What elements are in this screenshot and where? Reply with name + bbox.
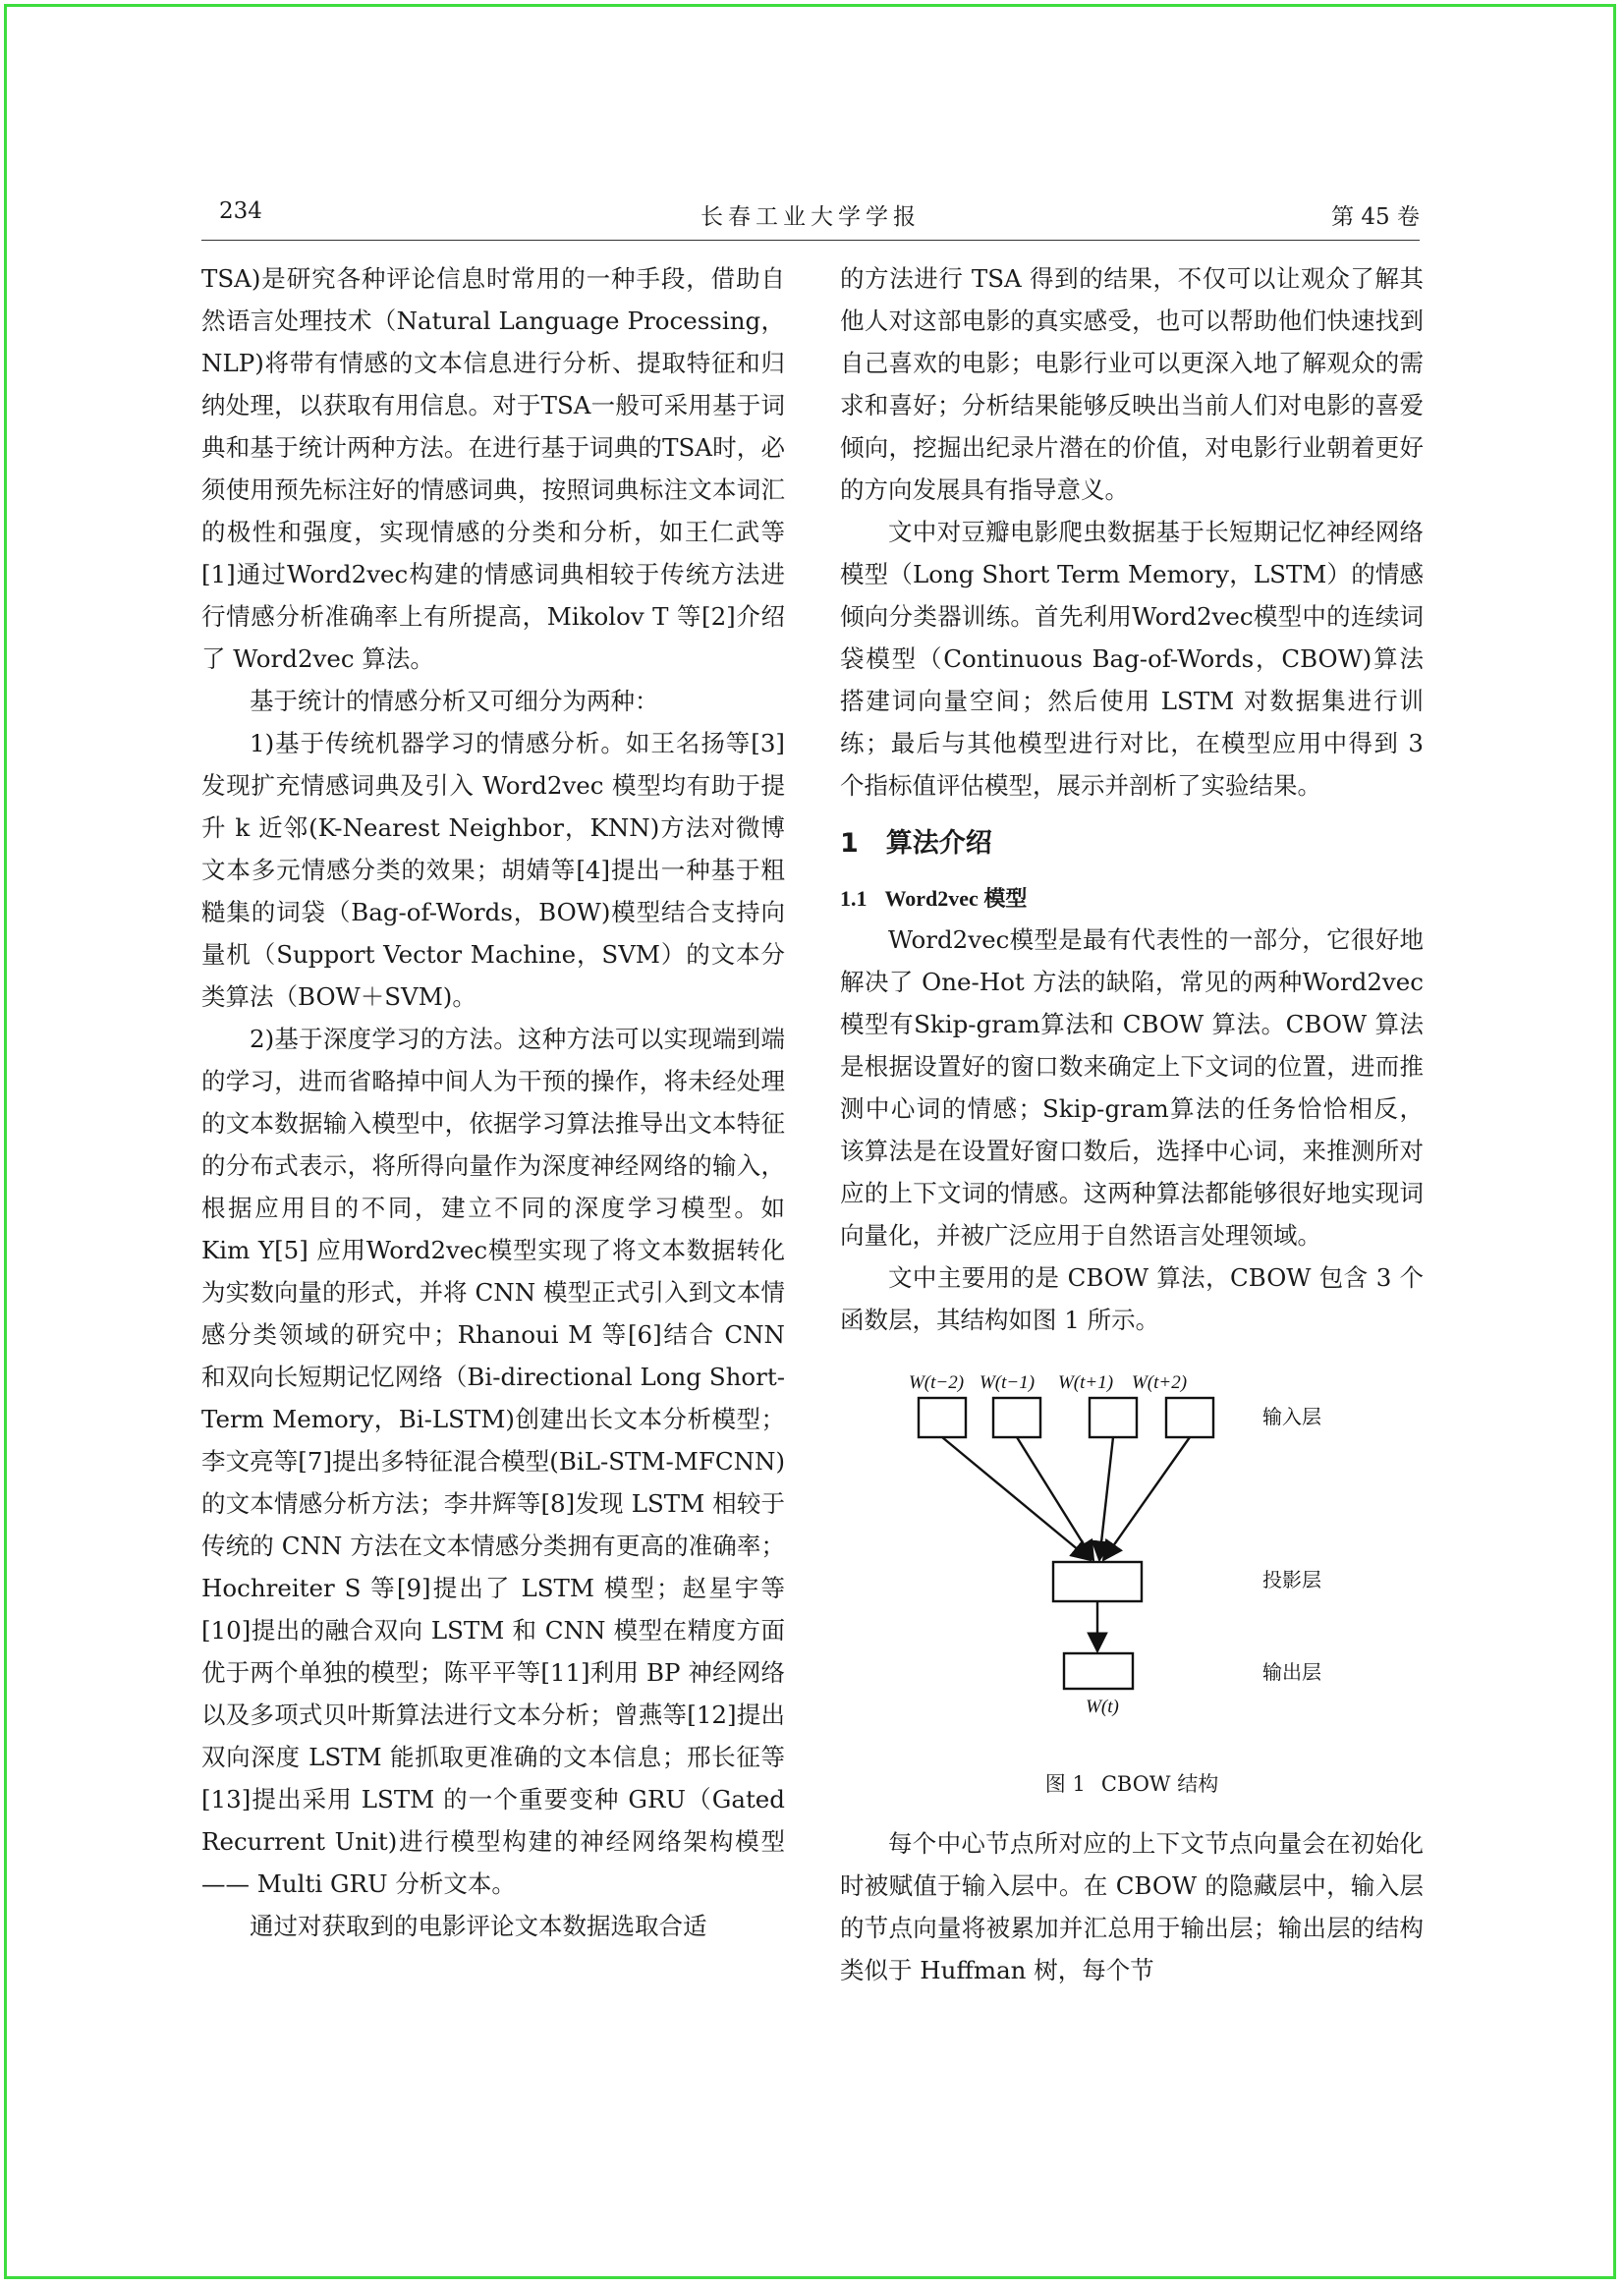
paragraph: Word2vec模型是最有代表性的一部分，它很好地解决了 One-Hot 方法的缺陷，常见的两种Word2vec模型有Skip-gram算法和 CBOW 算法。CBOW 算法是根据设置好的窗口数来确定上下文词的位置，进而推测中心词的情感；Skip-gram算法的任务恰恰相反，该算法是在设置好窗口数后，选择中心词，来推测所对应的上下文词的情感。这两种算法都能够很好地实现词向量化，并被广泛应用于自然语言处理领域。 [840, 925, 1424, 1250]
arrow-input4-projection [1103, 1437, 1190, 1560]
subsection-title: Word2vec 模型 [884, 886, 1028, 911]
layer-label-output: 输出层 [1262, 1660, 1321, 1684]
arrow-input3-projection [1099, 1437, 1113, 1560]
right-column [840, 257, 1424, 1991]
output-word-label: W(t) [1086, 1697, 1119, 1717]
paragraph: 2)基于深度学习的方法。这种方法可以实现端到端的学习，进而省略掉中间人为干预的操作，将未经处理的文本数据输入模型中，依据学习算法推导出文本特征的分布式表示，将所得向量作为深度神经网络的输入，根据应用目的不同，建立不同的深度学习模型。如 Kim Y[5] 应用Word2vec模型实现了将文本数据转化为实数向量的形式，并将 CNN 模型正式引入到文本情感分类领域的研究中；Rhanoui M 等[6]结合 CNN 和双向长短期记忆网络（Bi-directional Long Short-Term Memory，Bi-LSTM)创建出长文本分析模型；李文亮等[7]提出多特征混合模型(BiL-STM-MFCNN)的文本情感分析方法；李井辉等[8]发现 LSTM 相较于传统的 CNN 方法在文本情感分类拥有更高的准确率；Hochreiter S 等[9]提出了 LSTM 模型；赵星宇等[10]提出的融合双向 LSTM 和 CNN 模型在精度方面优于两个单独的模型；陈平平等[11]利用 BP 神经网络以及多项式贝叶斯算法进行文本分析；曾燕等[12]提出双向深度 LSTM 能抓取更准确的文本信息；邢长征等[13]提出采用 LSTM 的一个重要变种 GRU（Gated Recurrent Unit)进行模型构建的神经网络架构模型—— Multi GRU 分析文本。 [201, 1025, 785, 1898]
projection-node [1053, 1562, 1142, 1601]
cbow-diagram [840, 1361, 1424, 1754]
figure-cbow [840, 1361, 1424, 1822]
subsection-number: 1.1 [840, 886, 868, 911]
input-node-2 [993, 1398, 1040, 1437]
subsection-heading [840, 879, 1424, 919]
section-title: 算法介绍 [885, 828, 992, 859]
input-node-1 [919, 1398, 966, 1437]
paragraph: 文中主要用的是 CBOW 算法，CBOW 包含 3 个函数层，其结构如图 1 所示。 [840, 1263, 1424, 1334]
layer-label-input: 输入层 [1262, 1405, 1321, 1428]
layer-label-projection: 投影层 [1262, 1568, 1321, 1591]
input-label-3: W(t+1) [1057, 1372, 1114, 1393]
paragraph: 基于统计的情感分析又可细分为两种： [250, 687, 659, 715]
input-label-1: W(t−2) [908, 1372, 965, 1393]
journal-title: 长春工业大学学报 [700, 204, 921, 230]
left-column [201, 257, 785, 1947]
volume-label: 第 45 卷 [1331, 204, 1420, 230]
section-number: 1 [840, 828, 859, 859]
figure-caption-number: 图 1 [1044, 1772, 1086, 1796]
paragraph: 的方法进行 TSA 得到的结果，不仅可以让观众了解其他人对这部电影的真实感受，也可以帮助他们快速找到自己喜欢的电影；电影行业可以更深入地了解观众的需求和喜好；分析结果能够反映出当前人们对电影的喜爱倾向，挖掘出纪录片潜在的价值，对电影行业朝着更好的方向发展具有指导意义。 [840, 264, 1424, 504]
paragraph: 每个中心节点所对应的上下文节点向量会在初始化时被赋值于输入层中。在 CBOW 的隐藏层中，输入层的节点向量将被累加并汇总用于输出层；输出层的结构类似于 Huffman 树，每个节 [840, 1829, 1424, 1984]
input-node-4 [1166, 1398, 1213, 1437]
paragraph: 1)基于传统机器学习的情感分析。如王名扬等[3]发现扩充情感词典及引入 Word2vec 模型均有助于提升 k 近邻(K-Nearest Neighbor，KNN)方法对微博文本多元情感分类的效果；胡婧等[4]提出一种基于粗糙集的词袋（Bag-of-Words，BOW)模型结合支持向量机（Support Vector Machine，SVM）的文本分类算法（BOW＋SVM)。 [201, 729, 785, 1011]
section-heading [840, 822, 1424, 865]
page-number: 234 [219, 198, 262, 224]
paragraph: 通过对获取到的电影评论文本数据选取合适 [250, 1912, 707, 1940]
output-node [1064, 1653, 1133, 1689]
input-label-2: W(t−1) [979, 1372, 1036, 1393]
figure-caption-title: CBOW 结构 [1100, 1772, 1219, 1796]
running-header [201, 196, 1420, 241]
figure-caption [840, 1763, 1424, 1806]
paragraph: 文中对豆瓣电影爬虫数据基于长短期记忆神经网络模型（Long Short Term Memory，LSTM）的情感倾向分类器训练。首先利用Word2vec模型中的连续词袋模型（Continuous Bag-of-Words，CBOW)算法搭建词向量空间；然后使用 LSTM 对数据集进行训练；最后与其他模型进行对比，在模型应用中得到 3 个指标值评估模型，展示并剖析了实验结果。 [840, 518, 1424, 800]
input-node-3 [1090, 1398, 1137, 1437]
arrow-input1-projection [942, 1437, 1091, 1560]
input-label-4: W(t+2) [1131, 1372, 1188, 1393]
arrow-input2-projection [1017, 1437, 1093, 1560]
paragraph: TSA)是研究各种评论信息时常用的一种手段，借助自然语言处理技术（Natural Language Processing，NLP)将带有情感的文本信息进行分析、提取特征和归纳处理，以获取有用信息。对于TSA一般可采用基于词典和基于统计两种方法。在进行基于词典的TSA时，必须使用预先标注好的情感词典，按照词典标注文本词汇的极性和强度，实现情感的分类和分析，如王仁武等[1]通过Word2vec构建的情感词典相较于传统方法进行情感分析准确率上有所提高，Mikolov T 等[2]介绍了 Word2vec 算法。 [201, 264, 785, 673]
